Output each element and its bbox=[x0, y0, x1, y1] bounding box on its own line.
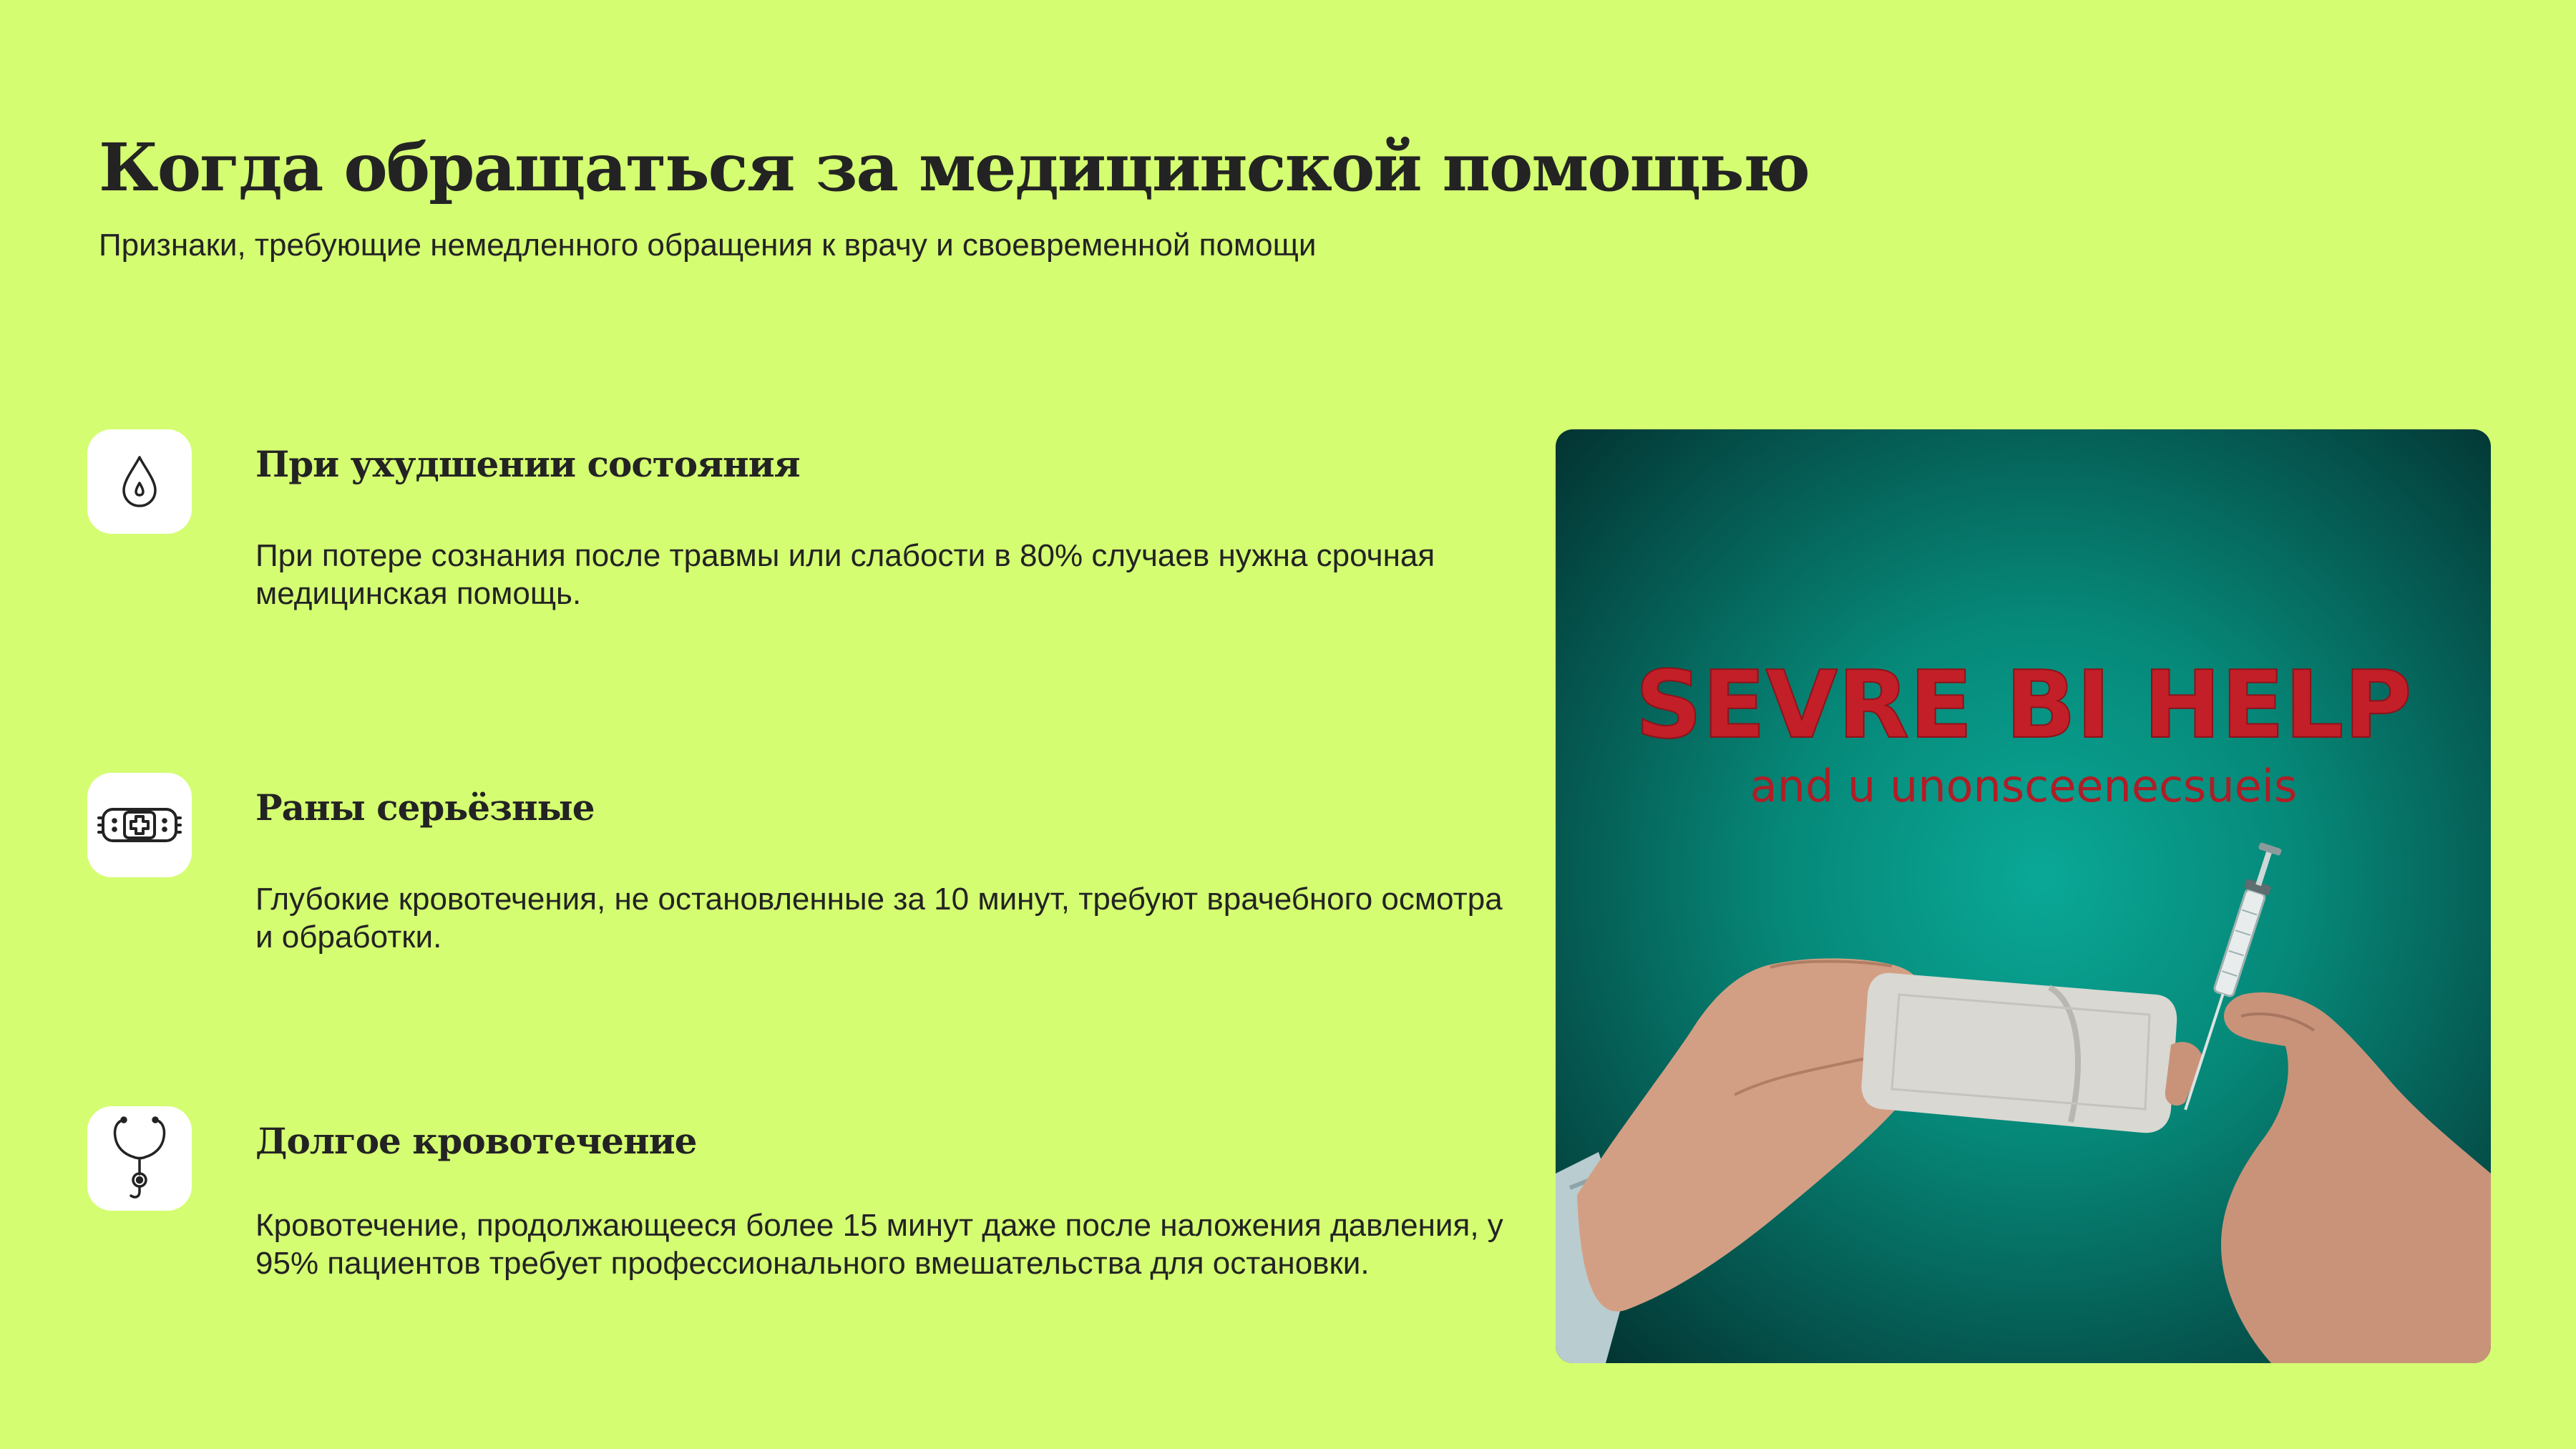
illustration-headline: SEVRE BI HELP bbox=[1635, 650, 2412, 759]
item-deterioration bbox=[87, 429, 1504, 687]
bandage-icon bbox=[87, 773, 192, 877]
item-serious-wounds bbox=[87, 773, 1504, 1030]
item-title: Долгое кровотечение bbox=[255, 1120, 697, 1162]
first-aid-illustration bbox=[1556, 429, 2491, 1363]
stethoscope-icon bbox=[87, 1106, 192, 1211]
slide-title: Когда обращаться за медицинской помощью bbox=[99, 129, 1809, 206]
item-long-bleeding bbox=[87, 1106, 1504, 1364]
item-text: Глубокие кровотечения, не остановленные за 10 минут, требуют врачебного осмотра и обработки. bbox=[255, 882, 1503, 955]
blood-drop-icon bbox=[87, 429, 192, 534]
illustration-subline: and u unonsceenecsueis bbox=[1750, 760, 2298, 812]
item-text: При потере сознания после травмы или слабости в 80% случаев нужна срочная медицинская помощь. bbox=[255, 538, 1435, 611]
slide-subtitle: Признаки, требующие немедленного обращения к врачу и своевременной помощи bbox=[99, 228, 1317, 263]
item-title: Раны серьёзные bbox=[255, 786, 595, 829]
item-text: Кровотечение, продолжающееся более 15 минут даже после наложения давления, у 95% пациентов требует профессионального вмешательства для остановки. bbox=[255, 1208, 1503, 1281]
item-title: При ухудшении состояния bbox=[255, 443, 800, 485]
